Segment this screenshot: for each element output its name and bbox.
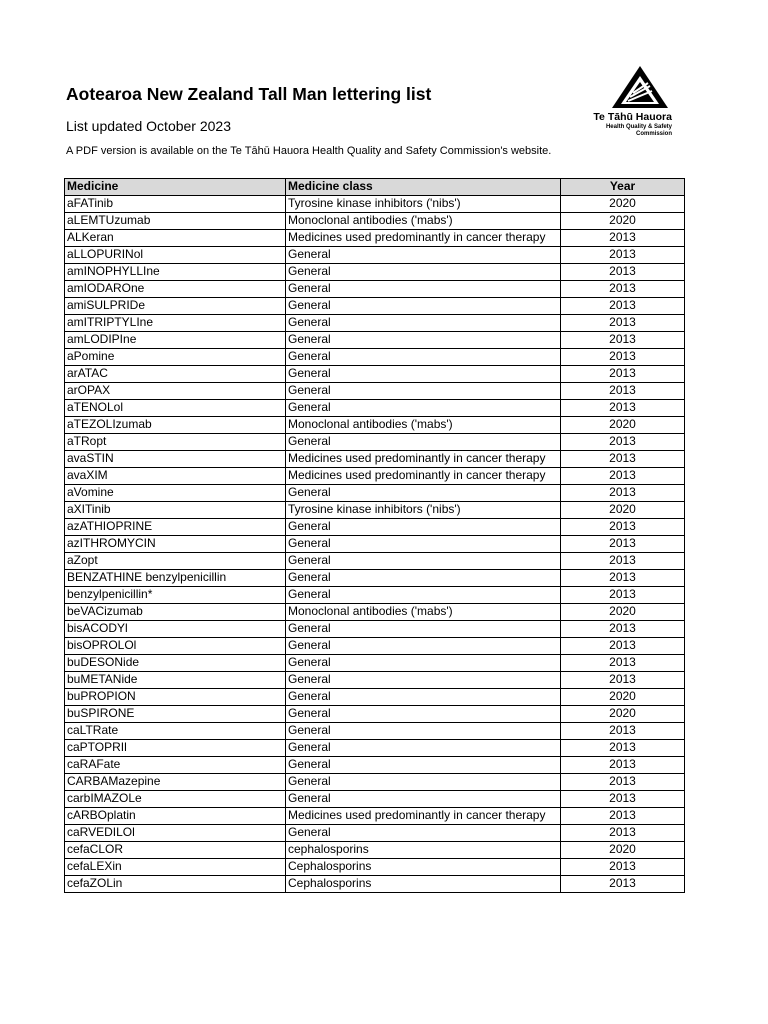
medicine-cell: bisOPROLOl xyxy=(65,638,286,655)
table-row xyxy=(65,740,685,757)
medicine-cell: buDESONide xyxy=(65,655,286,672)
table-row xyxy=(65,264,685,281)
medicine-cell: amiSULPRIDe xyxy=(65,298,286,315)
table-row xyxy=(65,570,685,587)
medicine-class-cell: General xyxy=(286,689,561,706)
year-cell: 2020 xyxy=(561,842,685,859)
year-cell: 2020 xyxy=(561,213,685,230)
medicine-cell: caRAFate xyxy=(65,757,286,774)
year-cell: 2013 xyxy=(561,400,685,417)
medicine-class-cell: Cephalosporins xyxy=(286,876,561,893)
triangular-roof-icon xyxy=(610,64,670,110)
table-row xyxy=(65,502,685,519)
medicine-class-cell: General xyxy=(286,774,561,791)
medicine-cell: carbIMAZOLe xyxy=(65,791,286,808)
medicine-class-cell: General xyxy=(286,791,561,808)
table-row xyxy=(65,825,685,842)
table-row xyxy=(65,689,685,706)
table-row xyxy=(65,876,685,893)
table-row xyxy=(65,315,685,332)
table-row xyxy=(65,808,685,825)
medicine-class-cell: Monoclonal antibodies ('mabs') xyxy=(286,604,561,621)
medicine-class-cell: General xyxy=(286,570,561,587)
medicine-class-cell: General xyxy=(286,587,561,604)
year-cell: 2013 xyxy=(561,859,685,876)
year-cell: 2013 xyxy=(561,434,685,451)
update-date: List updated October 2023 xyxy=(66,118,232,134)
medicine-cell: arOPAX xyxy=(65,383,286,400)
medicine-cell: aZopt xyxy=(65,553,286,570)
table-row xyxy=(65,247,685,264)
medicine-class-cell: Medicines used predominantly in cancer therapy xyxy=(286,468,561,485)
medicine-class-cell: General xyxy=(286,332,561,349)
medicine-class-cell: General xyxy=(286,485,561,502)
medicine-cell: aTRopt xyxy=(65,434,286,451)
year-cell: 2013 xyxy=(561,791,685,808)
medicine-class-cell: Tyrosine kinase inhibitors ('nibs') xyxy=(286,196,561,213)
year-cell: 2013 xyxy=(561,723,685,740)
table-row xyxy=(65,859,685,876)
organisation-name: Te Tāhū Hauora xyxy=(593,111,672,123)
medicine-class-cell: Cephalosporins xyxy=(286,859,561,876)
medicine-class-cell: Tyrosine kinase inhibitors ('nibs') xyxy=(286,502,561,519)
year-cell: 2013 xyxy=(561,553,685,570)
year-cell: 2013 xyxy=(561,876,685,893)
year-cell: 2013 xyxy=(561,468,685,485)
medicine-cell: BENZATHINE benzylpenicillin xyxy=(65,570,286,587)
table-row xyxy=(65,519,685,536)
medicine-cell: aTEZOLIzumab xyxy=(65,417,286,434)
medicine-class-cell: General xyxy=(286,706,561,723)
medicine-class-cell: General xyxy=(286,740,561,757)
medicine-cell: buSPIRONE xyxy=(65,706,286,723)
medicine-class-cell: General xyxy=(286,247,561,264)
table-row xyxy=(65,774,685,791)
medicine-class-cell: General xyxy=(286,434,561,451)
medicine-class-cell: General xyxy=(286,621,561,638)
header-year: Year xyxy=(561,179,685,196)
medicine-class-cell: General xyxy=(286,638,561,655)
medicine-cell: ALKeran xyxy=(65,230,286,247)
medicine-class-cell: General xyxy=(286,264,561,281)
table-row xyxy=(65,366,685,383)
table-row xyxy=(65,587,685,604)
year-cell: 2020 xyxy=(561,417,685,434)
table-row xyxy=(65,451,685,468)
table-row xyxy=(65,417,685,434)
year-cell: 2013 xyxy=(561,825,685,842)
medicine-cell: amINOPHYLLIne xyxy=(65,264,286,281)
year-cell: 2013 xyxy=(561,281,685,298)
year-cell: 2020 xyxy=(561,604,685,621)
medicine-class-cell: General xyxy=(286,757,561,774)
table-row xyxy=(65,468,685,485)
year-cell: 2013 xyxy=(561,672,685,689)
table-row xyxy=(65,349,685,366)
medicine-cell: buMETANide xyxy=(65,672,286,689)
table-header-row xyxy=(65,179,685,196)
medicine-cell: CARBAMazepine xyxy=(65,774,286,791)
medicine-cell: caPTOPRIl xyxy=(65,740,286,757)
medicine-class-cell: General xyxy=(286,281,561,298)
page-title: Aotearoa New Zealand Tall Man lettering list xyxy=(66,84,432,104)
year-cell: 2020 xyxy=(561,689,685,706)
year-cell: 2013 xyxy=(561,451,685,468)
table-row xyxy=(65,757,685,774)
year-cell: 2013 xyxy=(561,519,685,536)
medicine-cell: amITRIPTYLIne xyxy=(65,315,286,332)
table-row xyxy=(65,196,685,213)
header-medicine-class: Medicine class xyxy=(286,179,561,196)
medicine-class-cell: General xyxy=(286,383,561,400)
medicine-class-cell: General xyxy=(286,400,561,417)
medicine-cell: arATAC xyxy=(65,366,286,383)
organisation-logo xyxy=(580,64,672,144)
table-row xyxy=(65,553,685,570)
medicine-cell: benzylpenicillin* xyxy=(65,587,286,604)
medicine-cell: aTENOLol xyxy=(65,400,286,417)
medicine-cell: aLEMTUzumab xyxy=(65,213,286,230)
table-row xyxy=(65,485,685,502)
year-cell: 2013 xyxy=(561,332,685,349)
year-cell: 2013 xyxy=(561,536,685,553)
medicine-cell: aLLOPURINol xyxy=(65,247,286,264)
medicine-cell: azITHROMYCIN xyxy=(65,536,286,553)
year-cell: 2013 xyxy=(561,774,685,791)
medicine-cell: buPROPION xyxy=(65,689,286,706)
year-cell: 2013 xyxy=(561,587,685,604)
pdf-note: A PDF version is available on the Te Tāhū Hauora Health Quality and Safety Commission's website. xyxy=(66,145,552,157)
table-row xyxy=(65,723,685,740)
medicine-class-cell: General xyxy=(286,298,561,315)
table-row xyxy=(65,332,685,349)
year-cell: 2020 xyxy=(561,502,685,519)
header-medicine: Medicine xyxy=(65,179,286,196)
year-cell: 2013 xyxy=(561,230,685,247)
medicine-cell: aXITinib xyxy=(65,502,286,519)
year-cell: 2013 xyxy=(561,638,685,655)
medicine-cell: caLTRate xyxy=(65,723,286,740)
year-cell: 2013 xyxy=(561,315,685,332)
table-row xyxy=(65,400,685,417)
year-cell: 2013 xyxy=(561,808,685,825)
medicine-class-cell: General xyxy=(286,519,561,536)
table-row xyxy=(65,536,685,553)
medicine-class-cell: Medicines used predominantly in cancer therapy xyxy=(286,451,561,468)
medicine-cell: amIODAROne xyxy=(65,281,286,298)
table-row xyxy=(65,213,685,230)
table-row xyxy=(65,672,685,689)
table-row xyxy=(65,621,685,638)
medicine-cell: beVACizumab xyxy=(65,604,286,621)
medicine-class-cell: General xyxy=(286,825,561,842)
year-cell: 2013 xyxy=(561,298,685,315)
medicine-cell: avaXIM xyxy=(65,468,286,485)
year-cell: 2013 xyxy=(561,570,685,587)
table-row xyxy=(65,604,685,621)
medicine-cell: aFATinib xyxy=(65,196,286,213)
table-row xyxy=(65,383,685,400)
organisation-subname: Health Quality & Safety Commission xyxy=(605,124,672,137)
medicine-cell: azATHIOPRINE xyxy=(65,519,286,536)
year-cell: 2013 xyxy=(561,655,685,672)
medicine-class-cell: General xyxy=(286,672,561,689)
medicine-cell: cARBOplatin xyxy=(65,808,286,825)
year-cell: 2013 xyxy=(561,247,685,264)
year-cell: 2013 xyxy=(561,621,685,638)
year-cell: 2013 xyxy=(561,383,685,400)
medicine-cell: avaSTIN xyxy=(65,451,286,468)
table-row xyxy=(65,655,685,672)
medicine-class-cell: Medicines used predominantly in cancer therapy xyxy=(286,808,561,825)
table-row xyxy=(65,434,685,451)
medicine-class-cell: Medicines used predominantly in cancer therapy xyxy=(286,230,561,247)
year-cell: 2013 xyxy=(561,349,685,366)
table-row xyxy=(65,791,685,808)
year-cell: 2020 xyxy=(561,196,685,213)
table-row xyxy=(65,706,685,723)
year-cell: 2013 xyxy=(561,366,685,383)
medicine-class-cell: Monoclonal antibodies ('mabs') xyxy=(286,213,561,230)
table-row xyxy=(65,638,685,655)
medicine-class-cell: General xyxy=(286,655,561,672)
medicine-cell: aVomine xyxy=(65,485,286,502)
medicine-class-cell: General xyxy=(286,553,561,570)
medicine-cell: bisACODYl xyxy=(65,621,286,638)
medicine-class-cell: General xyxy=(286,723,561,740)
medicine-cell: cefaCLOR xyxy=(65,842,286,859)
medicine-cell: caRVEDILOl xyxy=(65,825,286,842)
table-row xyxy=(65,298,685,315)
year-cell: 2013 xyxy=(561,757,685,774)
medicine-class-cell: General xyxy=(286,366,561,383)
medicine-class-cell: General xyxy=(286,536,561,553)
medicine-class-cell: cephalosporins xyxy=(286,842,561,859)
table-row xyxy=(65,281,685,298)
medicine-class-cell: General xyxy=(286,349,561,366)
medicine-class-cell: Monoclonal antibodies ('mabs') xyxy=(286,417,561,434)
medicine-cell: amLODIPIne xyxy=(65,332,286,349)
year-cell: 2013 xyxy=(561,740,685,757)
tall-man-table xyxy=(64,178,685,893)
medicine-cell: aPomine xyxy=(65,349,286,366)
table-row xyxy=(65,842,685,859)
year-cell: 2020 xyxy=(561,706,685,723)
medicine-cell: cefaZOLin xyxy=(65,876,286,893)
medicine-class-cell: General xyxy=(286,315,561,332)
year-cell: 2013 xyxy=(561,485,685,502)
year-cell: 2013 xyxy=(561,264,685,281)
medicine-cell: cefaLEXin xyxy=(65,859,286,876)
table-row xyxy=(65,230,685,247)
